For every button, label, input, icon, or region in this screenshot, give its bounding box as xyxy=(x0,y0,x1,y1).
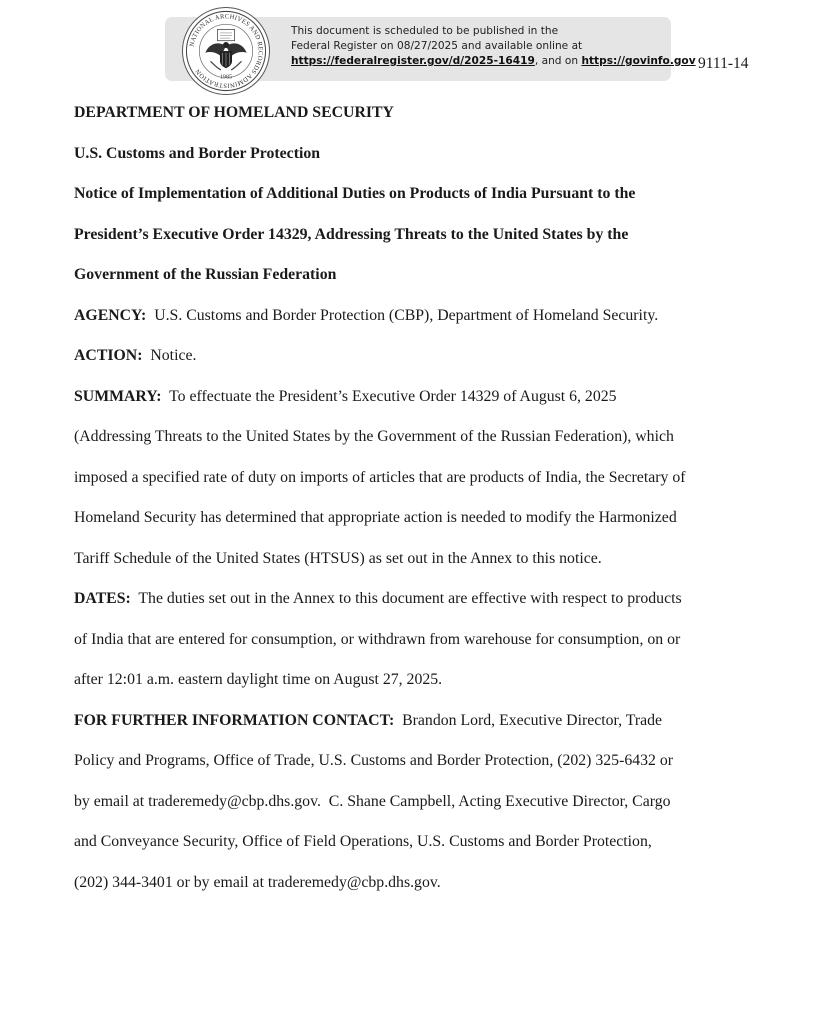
govinfo-link[interactable]: https://govinfo.gov xyxy=(581,55,696,67)
action-section xyxy=(74,336,794,377)
summary-line: (Addressing Threats to the United States by the Government of the Russian Federation), which xyxy=(74,428,674,445)
document-title-line: Notice of Implementation of Additional Duties on Products of India Pursuant to the xyxy=(74,185,636,202)
summary-section xyxy=(74,377,794,418)
publication-notice-line-1: This document is scheduled to be published in the xyxy=(291,25,559,37)
national-archives-seal-icon xyxy=(182,7,270,95)
seal-year: 1985 xyxy=(219,74,233,81)
contact-line: Policy and Programs, Office of Trade, U.S. Customs and Border Protection, (202) 325-6432 or xyxy=(74,752,674,769)
federal-register-link[interactable]: https://federalregister.gov/d/2025-16419 xyxy=(291,55,535,67)
publication-notice-connector: , and on xyxy=(534,55,582,67)
contact-label: FOR FURTHER INFORMATION CONTACT: xyxy=(74,711,395,729)
agency-section xyxy=(74,296,794,337)
summary-line: imposed a specified rate of duty on imports of articles that are products of India, the Secretary of xyxy=(74,468,686,486)
document-title-line: Government of the Russian Federation xyxy=(74,266,337,283)
summary-line: Tariff Schedule of the United States (HTSUS) as set out in the Annex to this notice. xyxy=(74,549,602,567)
summary-label: SUMMARY: xyxy=(74,387,162,405)
publication-notice xyxy=(291,24,696,69)
contact-line: by email at traderemedy@cbp.dhs.gov. C. Shane Campbell, Acting Executive Director, Cargo xyxy=(74,792,671,810)
document-body xyxy=(74,93,794,903)
dates-line: after 12:01 a.m. eastern daylight time on August 27, 2025. xyxy=(74,671,443,688)
action-label: ACTION: xyxy=(74,347,143,364)
department-heading: DEPARTMENT OF HOMELAND SECURITY xyxy=(74,104,394,121)
publication-notice-line-2: Federal Register on 08/27/2025 and available online at xyxy=(291,40,583,52)
document-number: 9111-14 xyxy=(698,55,749,72)
dates-label: DATES: xyxy=(74,590,131,607)
contact-text: Brandon Lord, Executive Director, Trade xyxy=(402,711,663,729)
contact-line: and Conveyance Security, Office of Field Operations, U.S. Customs and Border Protection, xyxy=(74,833,652,850)
agency-text: U.S. Customs and Border Protection (CBP), Department of Homeland Security. xyxy=(154,306,659,324)
seal-ring-text: NATIONAL ARCHIVES AND RECORDS ADMINISTRATION xyxy=(188,13,264,89)
agency-label: AGENCY: xyxy=(74,306,147,324)
document-title-line: President’s Executive Order 14329, Addressing Threats to the United States by the xyxy=(74,225,629,243)
dates-text: The duties set out in the Annex to this document are effective with respect to products xyxy=(138,590,682,607)
action-text: Notice. xyxy=(150,347,197,364)
contact-line: (202) 344-3401 or by email at traderemedy@cbp.dhs.gov. xyxy=(74,873,441,891)
contact-section xyxy=(74,701,794,742)
dates-line: of India that are entered for consumption, or withdrawn from warehouse for consumption, on or xyxy=(74,630,681,648)
publication-notice-line-3 xyxy=(291,54,696,69)
dates-section xyxy=(74,579,794,620)
agency-heading: U.S. Customs and Border Protection xyxy=(74,144,321,162)
summary-line: Homeland Security has determined that appropriate action is needed to modify the Harmonized xyxy=(74,509,677,526)
summary-text: To effectuate the President’s Executive Order 14329 of August 6, 2025 xyxy=(169,387,617,405)
